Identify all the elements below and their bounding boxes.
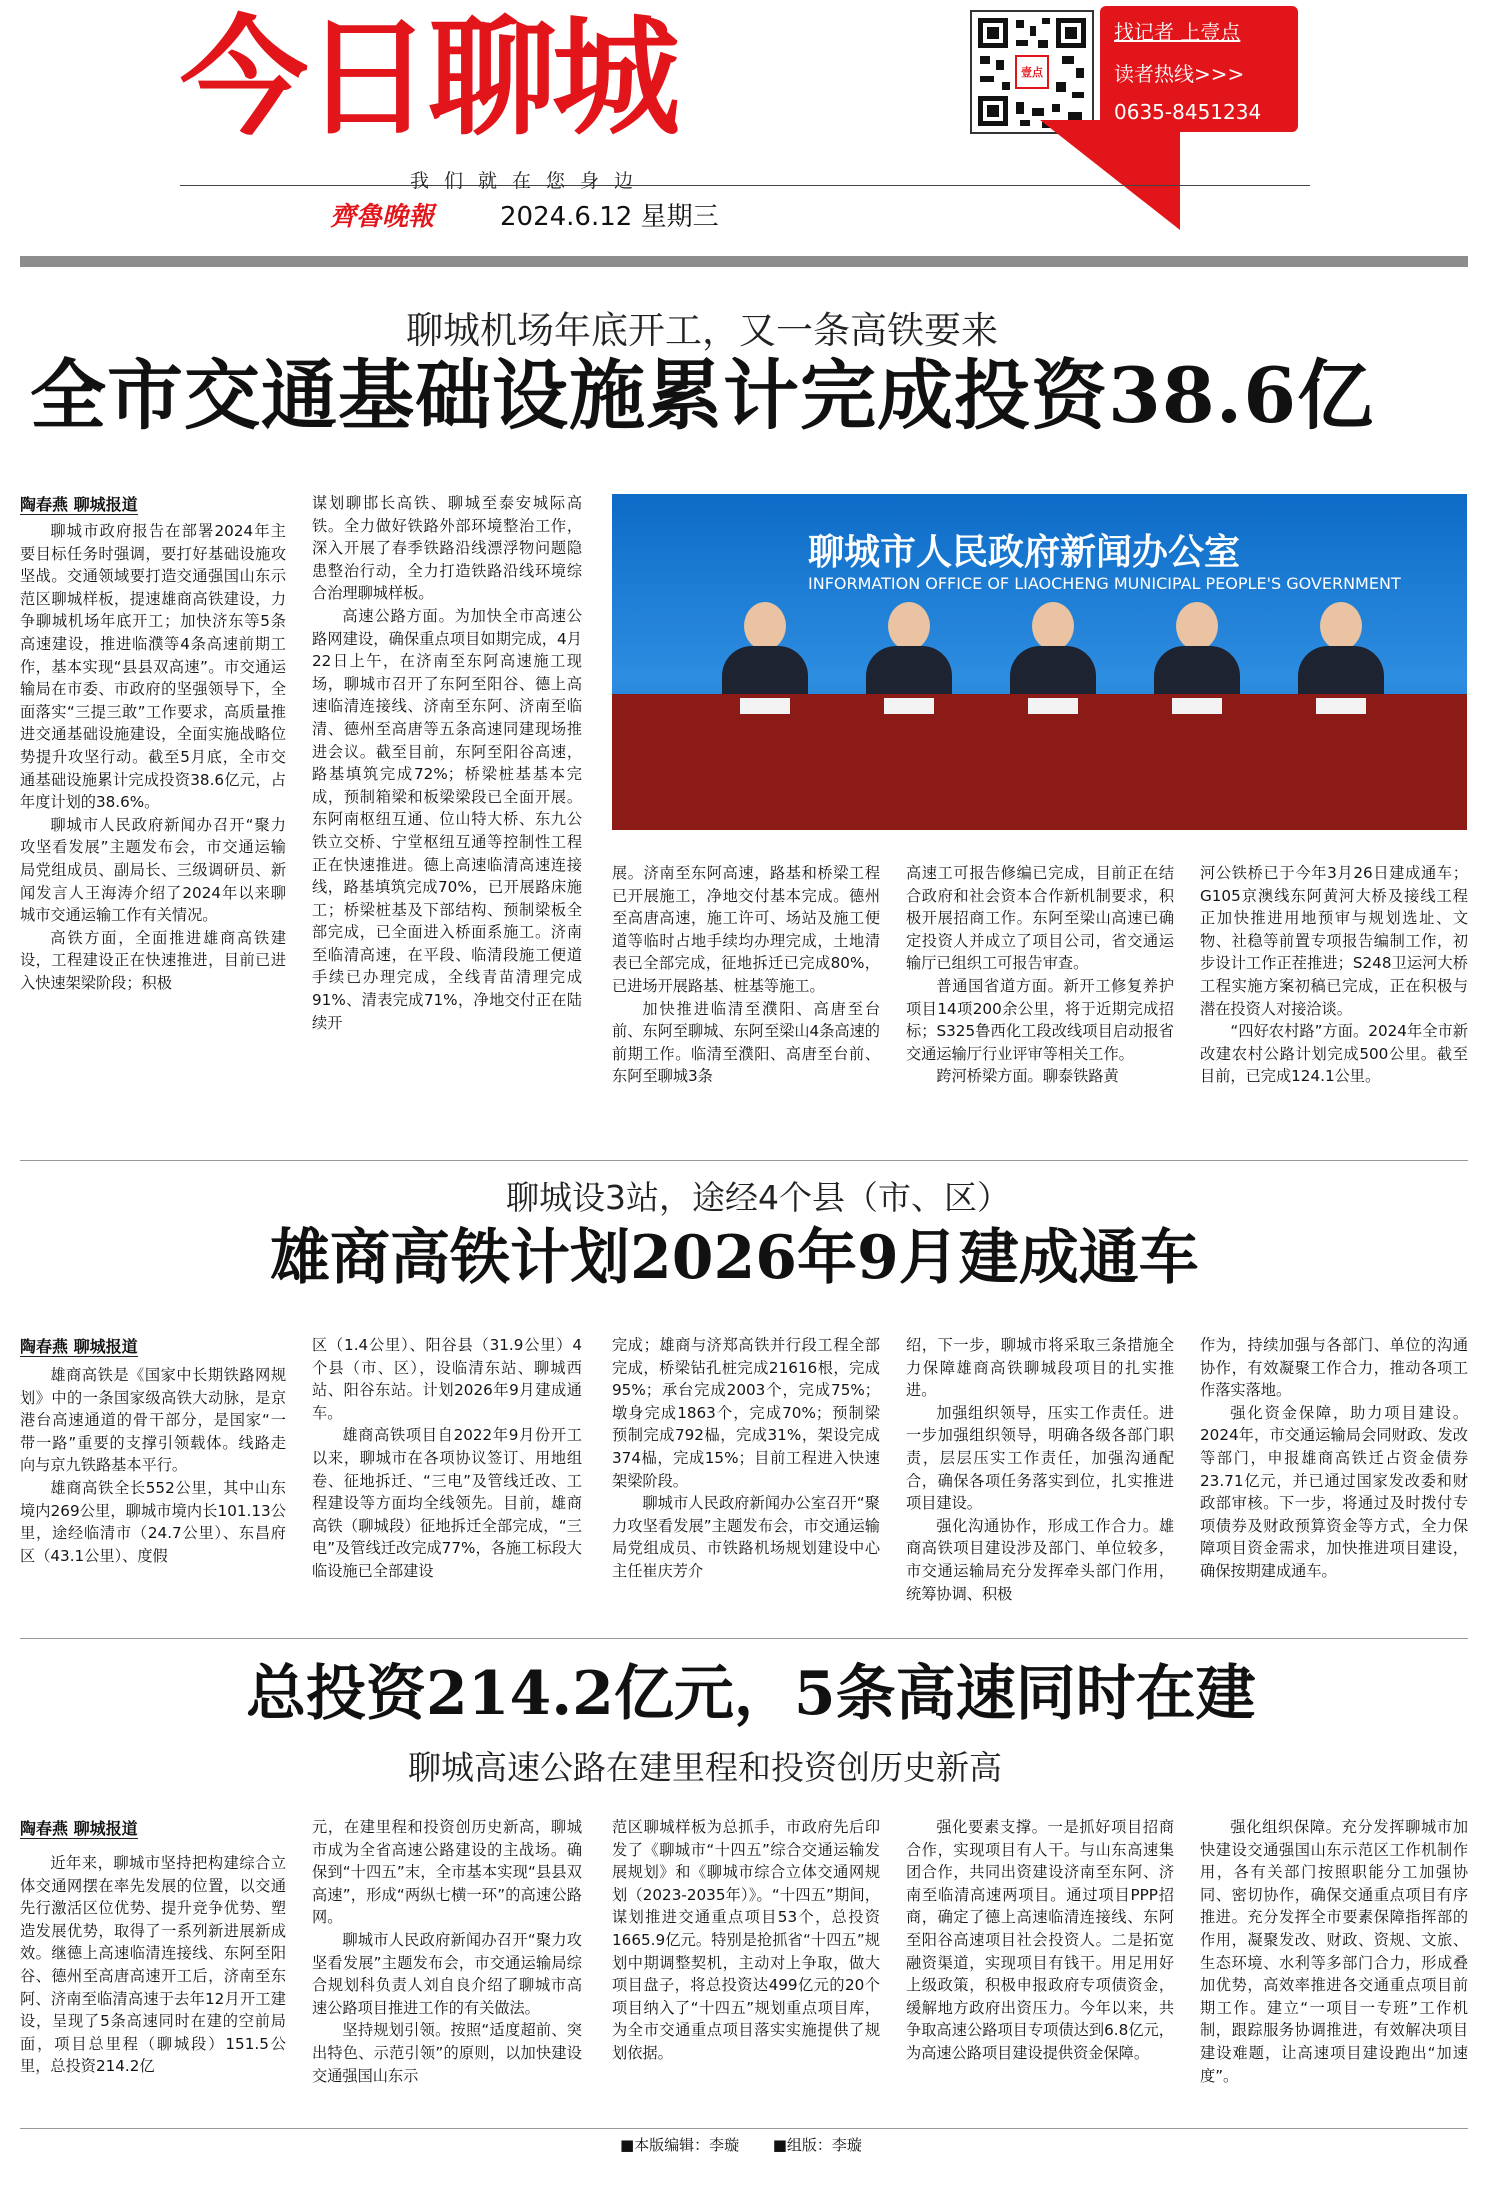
paragraph: 绍，下一步，聊城市将采取三条措施全力保障雄商高铁聊城段项目的扎实推进。	[906, 1336, 1174, 1400]
contact-reporter: 找记者 上壹点	[1114, 20, 1241, 44]
paragraph: 展。济南至东阿高速，路基和桥梁工程已开展施工，净地交付基本完成。德州至高唐高速，施工许可、场站及施工便道等临时占地手续均办理完成，土地清表已全部完成，征地拆迁已完成80%，已进场开展路基、桩基等施工。	[612, 864, 880, 995]
article2-column-5	[1200, 1334, 1468, 1620]
paragraph: 雄商高铁项目自2022年9月份开工以来，聊城市在各项协议签订、用地组卷、征地拆迁、“三电”及管线迁改、工程建设等方面均全线领先。目前，雄商高铁（聊城段）征地拆迁全部完成，“三电”及管线迁改完成77%，各施工标段大临设施已全部建设	[312, 1426, 582, 1580]
paragraph: 高速公路方面。为加快全市高速公路网建设，确保重点项目如期完成，4月22日上午，在济南至东阿高速施工现场，聊城市召开了东阿至阳谷、德上高速临清连接线、济南至东阿、济南至临清、德州至高唐等五条高速同建现场推进会议。截至目前，东阿至阳谷高速，路基填筑完成72%；桥梁桩基基本完成，预制箱梁和板梁梁段已全面开展。东阿南枢纽互通、位山特大桥、东九公铁立交桥、宁堂枢纽互通等控制性工程正在快速推进。德上高速临清高速连接线，路基填筑完成70%，已开展路床施工；桥梁桩基及下部结构、预制梁板全部完成，已全面进入桥面系施工。济南至临清高速，在平段、临清段施工便道手续已办理完成，全线青苗清理完成91%、清表完成71%，净地交付正在陆续开	[312, 606, 582, 1032]
speaker-figure	[1154, 602, 1240, 702]
masthead-logo: 今日聊城	[180, 4, 677, 153]
masthead-bar	[20, 256, 1468, 267]
paragraph: 雄商高铁全长552公里，其中山东境内269公里，聊城市境内长101.13公里，途经临清市（24.7公里）、东昌府区（43.1公里）、度假	[20, 1478, 286, 1565]
article1-column-5	[1200, 862, 1468, 1142]
paragraph: 区（1.4公里）、阳谷县（31.9公里）4个县（市、区），设临清东站、聊城西站、阳谷东站。计划2026年9月建成通车。	[312, 1336, 582, 1422]
article2-column-3	[612, 1334, 880, 1620]
contact-bubble	[1100, 6, 1298, 132]
paragraph: 强化资金保障，助力项目建设。2024年，市交通运输局会同财政、发改等部门，申报雄商高铁迁占资金债券23.71亿元，并已通过国家发改委和财政部审核。下一步，将通过及时拨付专项债券及财政预算资金等方式，全力保障项目资金需求，加快推进项目建设，确保按期建成通车。	[1200, 1403, 1468, 1580]
section-divider	[20, 1160, 1468, 1161]
speaker-figure	[866, 602, 952, 702]
nameplate	[884, 698, 934, 714]
article2-column-2	[312, 1334, 582, 1620]
paragraph: 聊城市人民政府新闻办召开“聚力攻坚看发展”主题发布会，市交通运输局党组成员、副局长、三级调研员、新闻发言人王海涛介绍了2024年以来聊城市交通运输工作有关情况。	[20, 815, 286, 925]
article3-column-3	[612, 1816, 880, 2122]
article1-column-2	[312, 492, 582, 1142]
article1-headline: 全市交通基础设施累计完成投资38.6亿	[30, 351, 1375, 440]
paragraph: 雄商高铁是《国家中长期铁路网规划》中的一条国家级高铁大动脉，是京港台高速通道的骨干部分，是国家“一带一路”重要的支撑引领载体。线路走向与京九铁路基本平行。	[20, 1366, 286, 1475]
article1-kicker: 聊城机场年底开工，又一条高铁要来	[406, 309, 998, 352]
paragraph: 强化沟通协作，形成工作合力。雄商高铁项目建设涉及部门、单位较多，市交通运输局充分发挥牵头部门作用，统筹协调、积极	[906, 1516, 1174, 1603]
paragraph: 高铁方面，全面推进雄商高铁建设，工程建设正在快速推进，目前已进入快速架梁阶段；积极	[20, 928, 286, 992]
section-divider	[20, 1638, 1468, 1639]
paragraph: 聊城市人民政府新闻办召开“聚力攻坚看发展”主题发布会，市交通运输局综合规划科负责人刘自良介绍了聊城市高速公路项目推进工作的有关做法。	[312, 1930, 582, 2017]
article1-byline: 陶春燕 聊城报道	[20, 495, 138, 514]
conference-desk	[612, 694, 1467, 830]
article2-column-1	[20, 1364, 286, 1620]
nameplate	[1172, 698, 1222, 714]
article1-column-3	[612, 862, 880, 1142]
nameplate	[1028, 698, 1078, 714]
article1-column-1	[20, 520, 286, 1142]
article2-kicker: 聊城设3站，途经4个县（市、区）	[506, 1178, 1010, 1217]
article3-byline: 陶春燕 聊城报道	[20, 1819, 138, 1838]
paragraph: 坚持规划引领。按照“适度超前、突出特色、示范引领”的原则，以加快建设交通强国山东示	[312, 2021, 582, 2085]
paragraph: 普通国省道方面。新开工修复养护项目14项200余公里，将于近期完成招标；S325鲁西化工段改线项目启动报省交通运输厅行业评审等相关工作。	[906, 976, 1174, 1063]
nameplate	[740, 698, 790, 714]
paragraph: 聊城市政府报告在部署2024年主要目标任务时强调，要打好基础设施攻坚战。交通领域要打造交通强国山东示范区聊城样板，提速雄商高铁建设，力争聊城机场年底开工；加快济东等5条高速建设，推进临濮等4条高速前期工作，基本实现“县县双高速”。市交通运输局在市委、市政府的坚强领导下，全面落实“三提三敢”工作要求，高质量推进交通基础设施建设，全面实施战略位势提升攻坚行动。截至5月底，全市交通基础设施累计完成投资38.6亿元，占年度计划的38.6%。	[20, 522, 286, 812]
paragraph: 强化组织保障。充分发挥聊城市加快建设交通强国山东示范区工作机制作用，各有关部门按照职能分工加强协同、密切协作，确保交通重点项目有序推进。充分发挥全市要素保障指挥部的作用，凝聚发改、财政、资规、文旅、生态环境、水利等多部门合力，形成叠加优势，高效率推进各交通重点项目前期工作。建立“一项目一专班”工作机制，跟踪服务协调推进，有效解决项目建设难题，让高速项目建设跑出“加速度”。	[1200, 1818, 1468, 2085]
paragraph: 河公铁桥已于今年3月26日建成通车；G105京澳线东阿黄河大桥及接线工程正加快推进用地预审与规划选址、文物、社稳等前置专项报告编制工作，初步设计工作正茬推进；S248卫运河大桥工程实施方案初稿已完成，正在积极与潜在投资人对接洽谈。	[1200, 864, 1468, 1018]
speaker-figure	[722, 602, 808, 702]
article2-byline: 陶春燕 聊城报道	[20, 1337, 138, 1356]
footer-editor: ■本版编辑：李璇	[620, 2136, 740, 2154]
contact-hotline: 读者热线>>>	[1114, 62, 1245, 86]
contact-phone: 0635-8451234	[1114, 100, 1262, 124]
photo-backdrop-title: 聊城市人民政府新闻办公室	[808, 532, 1241, 573]
paragraph: 近年来，聊城市坚持把构建综合立体交通网摆在率先发展的位置，以交通先行激活区位优势、提升竞争优势、塑造发展优势，取得了一系列新进展新成效。继德上高速临清连接线、东阿至阳谷、德州至高唐高速开工后，济南至东阿、济南至临清高速于去年12月开工建设，呈现了5条高速同时在建的空前局面，项目总里程（聊城段）151.5公里，总投资214.2亿	[20, 1854, 286, 2076]
photo-backdrop-subtitle: INFORMATION OFFICE OF LIAOCHENG MUNICIPAL PEOPLE'S GOVERNMENT	[808, 574, 1401, 593]
speaker-figure	[1010, 602, 1096, 702]
article3-column-4	[906, 1816, 1174, 2122]
footer-divider	[20, 2128, 1468, 2129]
press-conference-photo	[612, 494, 1467, 830]
masthead-slogan: 我们就在您身边	[410, 170, 649, 192]
newspaper-name: 齊魯晚報	[330, 202, 435, 232]
paragraph: “四好农村路”方面。2024年全市新改建农村公路计划完成500公里。截至目前，已完成124.1公里。	[1200, 1022, 1468, 1086]
paragraph: 跨河桥梁方面。聊泰铁路黄	[936, 1067, 1119, 1086]
article3-headline: 总投资214.2亿元，5条高速同时在建	[246, 1659, 1256, 1729]
speaker-figure	[1298, 602, 1384, 702]
paragraph: 聊城市人民政府新闻办公室召开“聚力攻坚看发展”主题发布会，市交通运输局党组成员、市铁路机场规划建设中心主任崔庆芳介	[612, 1494, 880, 1580]
paragraph: 作为，持续加强与各部门、单位的沟通协作，有效凝聚工作合力，推动各项工作落实落地。	[1200, 1336, 1468, 1400]
paragraph: 谋划聊邯长高铁、聊城至泰安城际高铁。全力做好铁路外部环境整治工作，深入开展了春季铁路沿线漂浮物问题隐患整治行动，全力打造铁路沿线环境综合治理聊城样板。	[312, 494, 582, 603]
article2-column-4	[906, 1334, 1174, 1620]
paragraph: 强化要素支撑。一是抓好项目招商合作，实现项目有人干。与山东高速集团合作，共同出资建设济南至东阿、济南至临清高速两项目。通过项目PPP招商，确定了德上高速临清连接线、东阿至阳谷高速项目社会投资人。二是拓宽融资渠道，实现项目有钱干。用足用好上级政策，积极申报政府专项债资金，缓解地方政府出资压力。今年以来，共争取高速公路项目专项债达到6.8亿元，为高速公路项目建设提供资金保障。	[906, 1818, 1174, 2062]
article2-headline: 雄商高铁计划2026年9月建成通车	[270, 1223, 1199, 1293]
article3-kicker: 聊城高速公路在建里程和投资创历史新高	[408, 1748, 1002, 1787]
paragraph: 范区聊城样板为总抓手，市政府先后印发了《聊城市“十四五”综合交通运输发展规划》和《聊城市综合立体交通网规划（2023-2035年）》。“十四五”期间，谋划推进交通重点项目53个，总投资1665.9亿元。特别是抢抓省“十四五”规划中期调整契机，主动对上争取，做大项目盘子，将总投资达499亿元的20个项目纳入了“十四五”规划重点项目库，为全市交通重点项目落实实施提供了规划依据。	[612, 1818, 880, 2062]
article3-column-1	[20, 1852, 286, 2122]
paragraph: 元，在建里程和投资创历史新高，聊城市成为全省高速公路建设的主战场。确保到“十四五”末，全市基本实现“县县双高速”，形成“两纵七横一环”的高速公路网。	[312, 1818, 582, 1927]
qr-badge: 壹点	[1021, 66, 1043, 79]
issue-date: 2024.6.12 星期三	[500, 202, 719, 232]
speech-bubble-tail	[1040, 120, 1180, 230]
footer-layout: ■组版：李璇	[772, 2136, 862, 2154]
page-footer	[620, 2134, 862, 2155]
paragraph: 完成；雄商与济郑高铁并行段工程全部完成，桥梁钻孔桩完成21616根，完成95%；承台完成2003个，完成75%；墩身完成1863个，完成70%；预制梁预制完成792榀，完成31%，架设完成374榀，完成15%；目前工程进入快速架梁阶段。	[612, 1336, 880, 1490]
article3-column-5	[1200, 1816, 1468, 2122]
paragraph: 加快推进临清至濮阳、高唐至台前、东阿至聊城、东阿至梁山4条高速的前期工作。临清至濮阳、高唐至台前、东阿至聊城3条	[612, 999, 880, 1086]
qr-code[interactable]	[970, 10, 1094, 134]
article3-column-2	[312, 1816, 582, 2122]
paragraph: 加强组织领导，压实工作责任。进一步加强组织领导，明确各级各部门职责，层层压实工作责任，加强沟通配合，确保各项任务落实到位，扎实推进项目建设。	[906, 1403, 1174, 1513]
article1-column-4	[906, 862, 1174, 1142]
nameplate	[1316, 698, 1366, 714]
masthead-rule	[180, 185, 1310, 186]
paragraph: 高速工可报告修编已完成，目前正在结合政府和社会资本合作新机制要求，积极开展招商工作。东阿至梁山高速已确定投资人并成立了项目公司，省交通运输厅已组织工可报告审查。	[906, 864, 1174, 973]
